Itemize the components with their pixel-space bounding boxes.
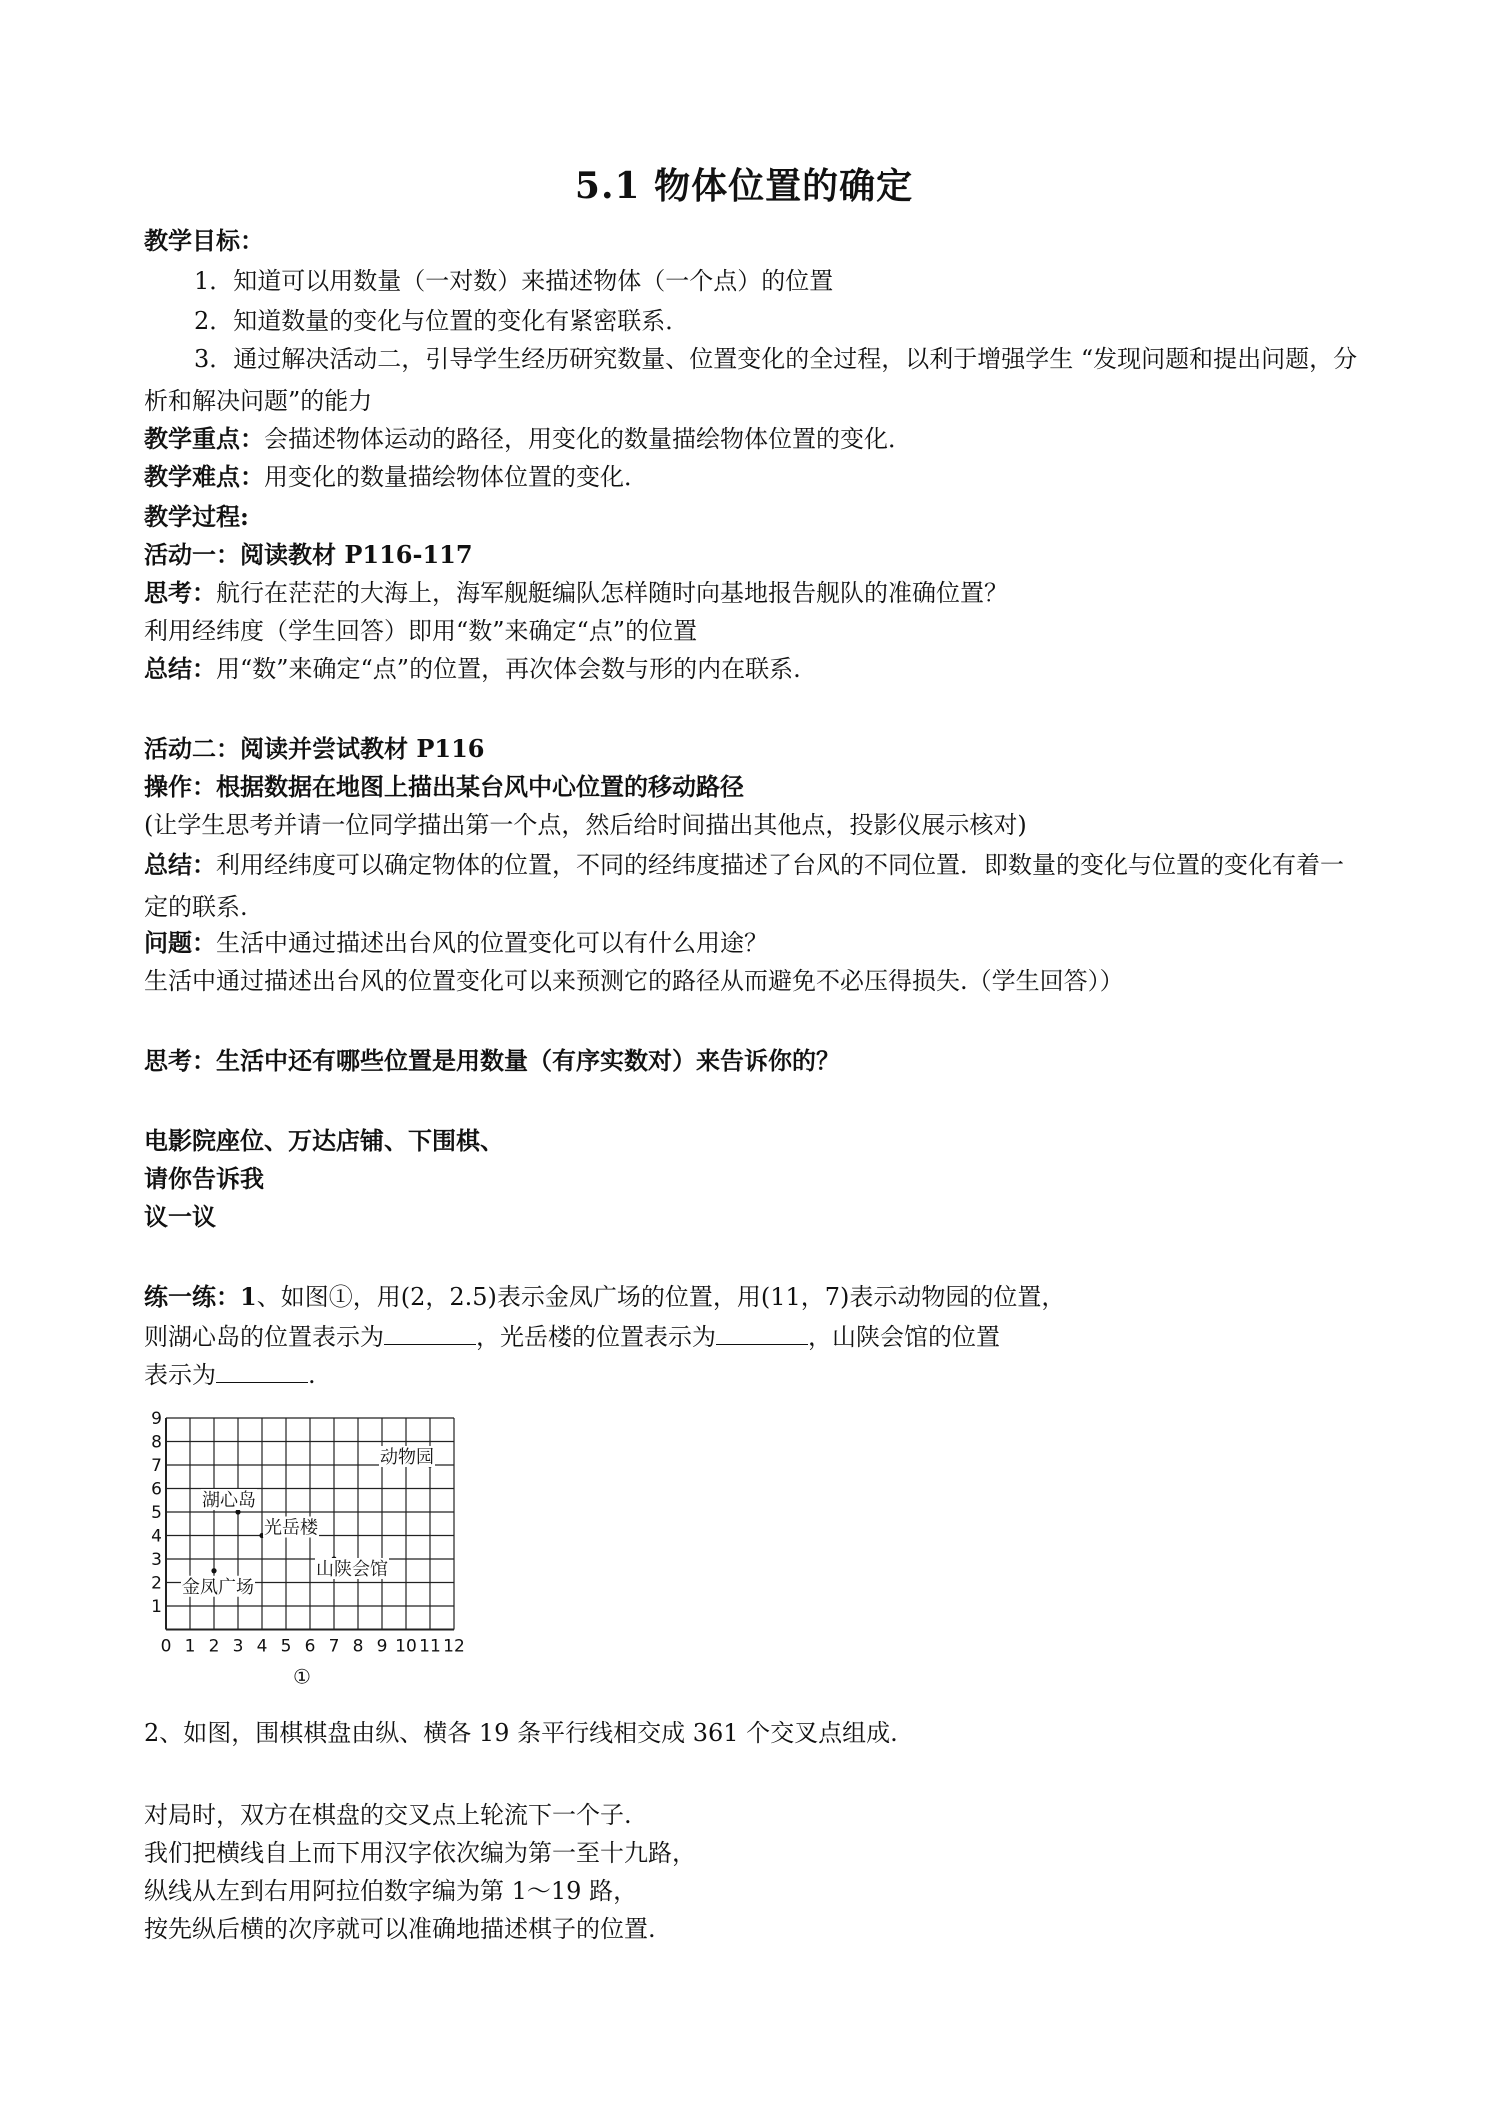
x-tick-label: 10 <box>395 1636 417 1657</box>
objective-item-3: 3．通过解决活动二，引导学生经历研究数量、位置变化的全过程，以利于增强学生 “发现问题和提出问题，分析和解决问题”的能力 <box>144 345 1358 415</box>
x-tick-label: 0 <box>160 1636 172 1657</box>
activity1-think-label: 思考： <box>144 578 216 607</box>
answer-blank-1[interactable] <box>384 1320 476 1345</box>
exercise1-line2-c: ，山陕会馆的位置 <box>808 1323 1000 1351</box>
exercise1-line2-b: ，光岳楼的位置表示为 <box>476 1323 716 1351</box>
activity1-answer: 利用经纬度（学生回答）即用“数”来确定“点”的位置 <box>144 617 698 645</box>
y-tick-label: 5 <box>151 1503 162 1523</box>
answer-blank-3[interactable] <box>216 1358 308 1383</box>
grid-map-svg <box>136 1410 476 1710</box>
activity2-question-text: 生活中通过描述出台风的位置变化可以有什么用途？ <box>216 929 768 957</box>
x-tick-label: 2 <box>208 1636 220 1657</box>
place-point <box>211 1568 216 1573</box>
exercise1-line1-text: 、如图①，用(2，2.5)表示金凤广场的位置，用(11，7)表示动物园的位置， <box>256 1283 1066 1311</box>
exercise1-line2-a: 则湖心岛的位置表示为 <box>144 1323 384 1351</box>
example-line-1: 电影院座位、万达店铺、下围棋、 <box>144 1126 504 1155</box>
activity2-question-label: 问题： <box>144 928 216 957</box>
difficulty-label: 教学难点： <box>144 462 264 491</box>
activity1-think <box>144 578 1008 608</box>
x-tick-label: 4 <box>256 1636 268 1657</box>
x-tick-label: 7 <box>328 1636 340 1657</box>
activity1-summary <box>144 654 801 684</box>
y-tick-label: 8 <box>151 1432 162 1453</box>
exercise1-line3-b: . <box>308 1361 316 1389</box>
exercise1-number: 1 <box>240 1282 257 1311</box>
page-title: 5.1 物体位置的确定 <box>574 165 914 207</box>
grid-map-figure <box>136 1410 476 1710</box>
exercise2-line5: 按先纵后横的次序就可以准确地描述棋子的位置. <box>144 1915 656 1943</box>
exercise2-line2: 对局时，双方在棋盘的交叉点上轮流下一个子. <box>144 1801 632 1829</box>
exercise1-line1 <box>144 1282 1065 1312</box>
answer-blank-2[interactable] <box>716 1320 808 1345</box>
x-tick-label: 8 <box>352 1636 364 1657</box>
x-tick-label: 5 <box>280 1636 292 1657</box>
exercise1-line3-a: 表示为 <box>144 1361 216 1389</box>
activity2-summary-text: 利用经纬度可以确定物体的位置，不同的经纬度描述了台风的不同位置．即数量的变化与位置的变化有着一定的联系. <box>144 851 1344 921</box>
x-tick-label: 9 <box>376 1636 388 1657</box>
activity2-operation: 操作：根据数据在地图上描出某台风中心位置的移动路径 <box>144 772 744 801</box>
y-tick-label: 9 <box>151 1410 162 1429</box>
y-tick-label: 4 <box>151 1526 162 1547</box>
place-label: 山陕会馆 <box>316 1559 388 1580</box>
activity1-think-text: 航行在茫茫的大海上，海军舰艇编队怎样随时向基地报告舰队的准确位置？ <box>216 579 1008 607</box>
place-label: 湖心岛 <box>202 1490 256 1511</box>
x-tick-label: 6 <box>304 1636 316 1657</box>
place-label: 动物园 <box>380 1447 434 1468</box>
figure-caption: ① <box>293 1664 311 1689</box>
x-tick-label: 12 <box>443 1636 465 1657</box>
activity2-note: (让学生思考并请一位同学描出第一个点，然后给时间描出其他点，投影仪展示核对) <box>144 811 1027 839</box>
exercise1-label: 练一练： <box>144 1282 240 1311</box>
exercise1-line3 <box>144 1358 316 1390</box>
y-tick-label: 7 <box>151 1456 162 1476</box>
exercise2-line1: 2、如图，围棋棋盘由纵、横各 19 条平行线相交成 361 个交叉点组成. <box>144 1719 898 1747</box>
place-label: 光岳楼 <box>264 1517 318 1539</box>
activity2-question <box>144 928 768 958</box>
y-tick-label: 6 <box>151 1479 162 1500</box>
objectives-heading: 教学目标： <box>144 226 264 255</box>
key-point <box>144 424 912 454</box>
x-tick-label: 3 <box>232 1636 244 1657</box>
key-point-text: 会描述物体运动的路径，用变化的数量描绘物体位置的变化． <box>264 425 912 453</box>
exercise2-line3: 我们把横线自上而下用汉字依次编为第一至十九路， <box>144 1839 696 1867</box>
example-line-3: 议一议 <box>144 1202 216 1231</box>
activity2-answer: 生活中通过描述出台风的位置变化可以来预测它的路径从而避免不必压得损失.（学生回答）） <box>144 967 1124 995</box>
y-tick-label: 3 <box>151 1550 162 1570</box>
activity1-summary-label: 总结： <box>144 654 216 683</box>
place-label: 金凤广场 <box>182 1576 254 1598</box>
activity2-heading: 活动二：阅读并尝试教材 P116 <box>144 734 485 763</box>
x-tick-label: 11 <box>419 1636 441 1657</box>
key-point-label: 教学重点： <box>144 424 264 453</box>
x-tick-label: 1 <box>184 1636 196 1657</box>
activity1-summary-text: 用“数”来确定“点”的位置，再次体会数与形的内在联系. <box>216 655 801 683</box>
difficulty-text: 用变化的数量描绘物体位置的变化． <box>264 463 648 491</box>
exercise2-line4: 纵线从左到右用阿拉伯数字编为第 1～19 路， <box>144 1877 638 1905</box>
objective-item-2: 2．知道数量的变化与位置的变化有紧密联系． <box>194 307 690 335</box>
y-tick-label: 1 <box>151 1597 162 1617</box>
think2: 思考：生活中还有哪些位置是用数量（有序实数对）来告诉你的？ <box>144 1046 840 1075</box>
difficulty <box>144 462 648 492</box>
process-heading: 教学过程: <box>144 502 249 531</box>
activity2-summary <box>144 844 1359 928</box>
activity2-summary-label: 总结： <box>144 850 216 879</box>
y-tick-label: 2 <box>151 1573 162 1594</box>
exercise1-line2 <box>144 1320 1000 1352</box>
example-line-2: 请你告诉我 <box>144 1164 264 1193</box>
objective-item-1: 1．知道可以用数量（一对数）来描述物体（一个点）的位置 <box>194 267 834 295</box>
activity1-heading: 活动一：阅读教材 P116-117 <box>144 540 473 569</box>
